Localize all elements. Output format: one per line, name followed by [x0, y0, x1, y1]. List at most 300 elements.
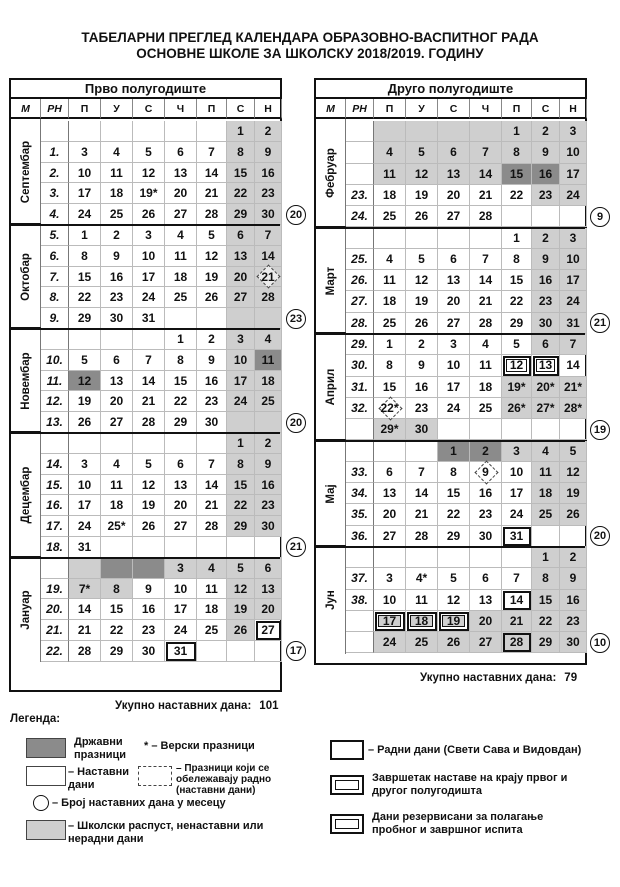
day-cell [406, 228, 438, 249]
day-cell: 29 [101, 641, 133, 662]
day-cell: 2 [101, 225, 133, 246]
day-cell: 4 [197, 558, 227, 579]
day-cell: 10 [227, 350, 255, 371]
day-cell: 27 [374, 526, 406, 547]
day-cell: 21 [197, 495, 227, 516]
month-separator [11, 557, 280, 559]
day-cell: 25 [255, 391, 282, 412]
day-cell: 4 [255, 329, 282, 350]
day-cell: 31 [133, 308, 165, 329]
day-cell [133, 329, 165, 350]
column-header: У [406, 99, 438, 119]
month-teaching-days-count: 9 [590, 207, 610, 227]
week-number [346, 142, 374, 163]
day-cell: 25 [406, 632, 438, 653]
day-cell: 29 [227, 516, 255, 537]
semester-total [420, 672, 577, 684]
day-cell: 12 [406, 164, 438, 185]
day-cell: 19 [560, 483, 587, 504]
day-cell: 28 [133, 412, 165, 433]
day-cell: 29 [438, 526, 470, 547]
day-cell: 26 [133, 204, 165, 225]
day-cell: 1 [532, 547, 560, 568]
legend-marked-holidays: – Празници који се обележавају радно (наставни дани) [176, 763, 272, 796]
week-number: 27. [346, 291, 374, 312]
day-cell: 5 [227, 558, 255, 579]
day-cell: 18 [374, 291, 406, 312]
day-cell: 4* [406, 568, 438, 589]
day-cell: 4 [165, 225, 197, 246]
day-cell: 29 [532, 632, 560, 653]
day-cell [560, 419, 587, 440]
day-cell: 30 [197, 412, 227, 433]
day-cell [532, 206, 560, 227]
day-cell: 10 [502, 462, 532, 483]
day-cell [470, 419, 502, 440]
day-cell [101, 433, 133, 454]
day-cell [255, 412, 282, 433]
day-cell: 13 [438, 164, 470, 185]
day-cell: 15 [502, 164, 532, 185]
day-cell [532, 526, 560, 547]
month-separator [11, 328, 280, 330]
day-cell: 15 [69, 267, 101, 288]
day-cell: 26 [197, 287, 227, 308]
day-cell: 20 [165, 495, 197, 516]
day-cell: 20 [470, 611, 502, 632]
day-cell: 14 [197, 475, 227, 496]
day-cell [374, 228, 406, 249]
legend-end-of-term: Завршетак наставе на крају првог и другог полугодишта [372, 772, 568, 797]
column-header: П [197, 99, 227, 119]
legend-count-days: – Број наставних дана у месецу [52, 797, 226, 809]
legend-workday-swatch [330, 740, 364, 760]
day-cell: 24 [374, 632, 406, 653]
day-cell: 28 [197, 516, 227, 537]
month-label: Мај [316, 439, 346, 548]
total-value: 101 [259, 700, 279, 712]
day-cell: 15 [532, 590, 560, 611]
day-cell [197, 121, 227, 142]
week-number: 24. [346, 206, 374, 227]
day-cell: 16 [255, 475, 282, 496]
day-cell: 4 [470, 334, 502, 355]
day-cell: 4 [532, 441, 560, 462]
day-cell: 30 [255, 516, 282, 537]
day-cell: 14 [560, 355, 587, 376]
day-cell: 11 [165, 246, 197, 267]
day-cell: 18 [470, 377, 502, 398]
day-cell: 10 [560, 142, 587, 163]
day-cell: 7 [502, 568, 532, 589]
week-number: 13. [41, 412, 69, 433]
day-cell: 10 [133, 246, 165, 267]
day-cell: 6 [532, 334, 560, 355]
day-cell [227, 641, 255, 662]
day-cell: 17 [374, 611, 406, 632]
week-number [41, 558, 69, 579]
month-label: Септембар [11, 119, 41, 225]
day-cell: 3 [69, 142, 101, 163]
legend-title: Легенда: [10, 713, 61, 725]
week-number: 1. [41, 142, 69, 163]
column-header: С [133, 99, 165, 119]
day-cell: 21 [502, 611, 532, 632]
day-cell: 14 [133, 371, 165, 392]
day-cell: 19 [133, 495, 165, 516]
month-label: Децембар [11, 431, 41, 558]
day-cell: 14 [470, 270, 502, 291]
day-cell: 16 [406, 377, 438, 398]
day-cell: 27 [470, 632, 502, 653]
day-cell: 3 [560, 228, 587, 249]
day-cell: 26 [438, 632, 470, 653]
day-cell: 18 [101, 495, 133, 516]
first-semester-calendar [9, 78, 282, 692]
day-cell: 21 [406, 504, 438, 525]
day-cell: 13 [227, 246, 255, 267]
legend-teaching-swatch [26, 766, 66, 786]
week-number: 10. [41, 350, 69, 371]
day-cell: 21 [470, 291, 502, 312]
day-cell: 27 [101, 412, 133, 433]
week-number: 19. [41, 579, 69, 600]
day-cell [69, 121, 101, 142]
day-cell: 3 [133, 225, 165, 246]
day-cell: 29 [227, 204, 255, 225]
day-cell: 9 [560, 568, 587, 589]
day-cell: 12 [197, 246, 227, 267]
day-cell: 30 [560, 632, 587, 653]
day-cell: 27 [255, 620, 282, 641]
day-cell: 5 [406, 142, 438, 163]
day-cell [133, 558, 165, 579]
day-cell: 19 [227, 599, 255, 620]
day-cell: 7 [255, 225, 282, 246]
day-cell: 16 [532, 164, 560, 185]
day-cell: 20 [374, 504, 406, 525]
day-cell: 12 [406, 270, 438, 291]
day-cell [69, 558, 101, 579]
day-cell: 29 [502, 313, 532, 334]
day-cell [406, 547, 438, 568]
week-number: 36. [346, 526, 374, 547]
day-cell: 19 [406, 185, 438, 206]
month-label: Октобар [11, 223, 41, 329]
column-header: Н [255, 99, 282, 119]
day-cell: 13 [374, 483, 406, 504]
day-cell: 30 [101, 308, 133, 329]
day-cell: 11 [374, 270, 406, 291]
week-number: 2. [41, 163, 69, 184]
week-number: 4. [41, 204, 69, 225]
day-cell: 14 [470, 164, 502, 185]
day-cell: 27 [165, 204, 197, 225]
day-cell: 27 [438, 206, 470, 227]
day-cell [133, 537, 165, 558]
day-cell: 6 [165, 142, 197, 163]
legend-marked-holiday-swatch [138, 766, 172, 786]
month-label: Јануар [11, 556, 41, 662]
day-cell: 9 [101, 246, 133, 267]
day-cell: 25 [532, 504, 560, 525]
week-number: 11. [41, 371, 69, 392]
month-label: Фебруар [316, 119, 346, 228]
week-number [346, 419, 374, 440]
day-cell: 2 [470, 441, 502, 462]
day-cell: 6 [470, 568, 502, 589]
day-cell: 11 [101, 475, 133, 496]
day-cell: 21 [133, 391, 165, 412]
day-cell: 9 [255, 454, 282, 475]
day-cell: 5 [133, 454, 165, 475]
day-cell: 24 [69, 204, 101, 225]
day-cell: 7 [470, 142, 502, 163]
legend-state-holidays: Државни празници [74, 736, 127, 761]
day-cell: 22 [227, 495, 255, 516]
day-cell [560, 526, 587, 547]
day-cell: 13 [438, 270, 470, 291]
day-cell [227, 412, 255, 433]
legend-religious: * – Верски празници [144, 740, 255, 752]
day-cell: 12 [502, 355, 532, 376]
week-number [346, 441, 374, 462]
month-teaching-days-count: 21 [286, 537, 306, 557]
day-cell [438, 547, 470, 568]
week-number: 34. [346, 483, 374, 504]
day-cell: 15 [101, 599, 133, 620]
day-cell: 3 [438, 334, 470, 355]
day-cell: 5 [197, 225, 227, 246]
day-cell: 6 [227, 225, 255, 246]
day-cell: 30 [406, 419, 438, 440]
total-label: Укупно наставних дана: [420, 672, 557, 684]
day-cell: 29 [165, 412, 197, 433]
semester-title: Прво полугодиште [11, 80, 280, 99]
month-teaching-days-count: 19 [590, 420, 610, 440]
day-cell: 19 [406, 291, 438, 312]
day-cell [438, 419, 470, 440]
month-label: Март [316, 226, 346, 335]
day-cell: 13 [532, 355, 560, 376]
day-cell [502, 547, 532, 568]
week-number [346, 164, 374, 185]
semester-title: Друго полугодиште [316, 80, 585, 99]
month-teaching-days-count: 23 [286, 309, 306, 329]
day-cell: 6 [438, 142, 470, 163]
day-cell: 8 [227, 142, 255, 163]
month-label: Април [316, 332, 346, 441]
day-cell: 19 [69, 391, 101, 412]
day-cell: 24 [227, 391, 255, 412]
total-label: Укупно наставних дана: [115, 700, 252, 712]
day-cell: 5 [406, 249, 438, 270]
day-cell: 1 [227, 121, 255, 142]
month-separator [316, 227, 585, 229]
week-number: 22. [41, 641, 69, 662]
day-cell: 24 [560, 291, 587, 312]
day-cell: 15 [227, 475, 255, 496]
legend-exam-swatch [330, 814, 364, 834]
day-cell: 15 [502, 270, 532, 291]
day-cell: 8 [532, 568, 560, 589]
day-cell: 31 [560, 313, 587, 334]
day-cell: 10 [374, 590, 406, 611]
day-cell: 17 [560, 164, 587, 185]
day-cell [69, 433, 101, 454]
day-cell [165, 308, 197, 329]
day-cell: 3 [165, 558, 197, 579]
day-cell: 11 [406, 590, 438, 611]
day-cell: 12 [560, 462, 587, 483]
day-cell: 28 [69, 641, 101, 662]
day-cell: 8 [438, 462, 470, 483]
day-cell: 22* [374, 398, 406, 419]
day-cell: 15 [227, 163, 255, 184]
day-cell [69, 329, 101, 350]
day-cell: 26 [406, 206, 438, 227]
column-header: П [502, 99, 532, 119]
day-cell: 2 [560, 547, 587, 568]
week-number [41, 329, 69, 350]
title-line-2: ОСНОВНЕ ШКОЛЕ ЗА ШКОЛСКУ 2018/2019. ГОДИНУ [136, 46, 484, 61]
day-cell: 26 [406, 313, 438, 334]
day-cell [165, 537, 197, 558]
day-cell: 15 [165, 371, 197, 392]
legend-exam-days: Дани резервисани за полагање пробног и завршног испита [372, 811, 544, 836]
day-cell: 16 [133, 599, 165, 620]
semester-total [115, 700, 278, 712]
day-cell [197, 641, 227, 662]
day-cell: 21 [470, 185, 502, 206]
day-cell: 11 [255, 350, 282, 371]
day-cell: 1 [69, 225, 101, 246]
day-cell: 9 [133, 579, 165, 600]
total-value: 79 [564, 672, 578, 684]
day-cell: 17 [69, 183, 101, 204]
day-cell [406, 121, 438, 142]
day-cell: 20* [532, 377, 560, 398]
day-cell: 17 [560, 270, 587, 291]
day-cell: 13 [101, 371, 133, 392]
day-cell: 18 [406, 611, 438, 632]
day-cell [502, 419, 532, 440]
day-cell: 28 [197, 204, 227, 225]
day-cell: 19* [133, 183, 165, 204]
day-cell: 17 [133, 267, 165, 288]
day-cell [532, 419, 560, 440]
day-cell: 16 [101, 267, 133, 288]
day-cell: 16 [470, 483, 502, 504]
day-cell [255, 641, 282, 662]
day-cell: 19 [197, 267, 227, 288]
legend-state-holiday-swatch [26, 738, 66, 758]
day-cell: 5 [69, 350, 101, 371]
column-header: С [227, 99, 255, 119]
day-cell: 4 [101, 142, 133, 163]
day-cell: 3 [227, 329, 255, 350]
day-cell [374, 547, 406, 568]
day-cell: 25 [374, 206, 406, 227]
month-label: Јун [316, 545, 346, 654]
day-cell: 16 [197, 371, 227, 392]
day-cell: 30 [133, 641, 165, 662]
week-number: 23. [346, 185, 374, 206]
column-header: РН [41, 99, 69, 119]
day-cell: 27* [532, 398, 560, 419]
day-cell: 4 [374, 249, 406, 270]
column-header: Ч [470, 99, 502, 119]
day-cell [165, 433, 197, 454]
week-number: 28. [346, 313, 374, 334]
day-cell: 30 [532, 313, 560, 334]
column-header: РН [346, 99, 374, 119]
week-number: 38. [346, 590, 374, 611]
legend-count-circle [33, 795, 49, 811]
day-cell: 10 [438, 355, 470, 376]
day-cell: 10 [69, 163, 101, 184]
day-cell: 9 [197, 350, 227, 371]
week-number: 26. [346, 270, 374, 291]
day-cell: 19* [502, 377, 532, 398]
day-cell: 22 [502, 291, 532, 312]
day-cell: 27 [165, 516, 197, 537]
day-cell: 23 [133, 620, 165, 641]
day-cell: 3 [502, 441, 532, 462]
day-cell: 24 [69, 516, 101, 537]
day-cell: 24 [502, 504, 532, 525]
day-cell: 28 [470, 313, 502, 334]
day-cell: 18 [255, 371, 282, 392]
day-cell: 24 [133, 287, 165, 308]
day-cell: 24 [165, 620, 197, 641]
day-cell: 3 [374, 568, 406, 589]
day-cell: 21 [255, 267, 282, 288]
day-cell: 20 [227, 267, 255, 288]
day-cell: 7* [69, 579, 101, 600]
day-cell: 16 [532, 270, 560, 291]
day-cell: 21* [560, 377, 587, 398]
day-cell: 14 [69, 599, 101, 620]
day-cell: 17 [165, 599, 197, 620]
day-cell: 22 [227, 183, 255, 204]
week-number: 5. [41, 225, 69, 246]
day-cell: 25 [197, 620, 227, 641]
day-cell: 8 [101, 579, 133, 600]
day-cell: 8 [227, 454, 255, 475]
day-cell: 4 [374, 142, 406, 163]
month-teaching-days-count: 20 [286, 413, 306, 433]
day-cell [197, 537, 227, 558]
month-teaching-days-count: 21 [590, 313, 610, 333]
day-cell: 7 [197, 142, 227, 163]
day-cell: 12 [227, 579, 255, 600]
day-cell: 7 [197, 454, 227, 475]
day-cell: 14 [502, 590, 532, 611]
day-cell: 9 [255, 142, 282, 163]
legend-break: – Школски распуст, ненаставни или нерадни дани [68, 820, 264, 845]
day-cell: 13 [165, 163, 197, 184]
day-cell: 21 [197, 183, 227, 204]
month-teaching-days-count: 20 [590, 526, 610, 546]
day-cell: 23 [470, 504, 502, 525]
day-cell: 19 [438, 611, 470, 632]
day-cell: 16 [255, 163, 282, 184]
day-cell: 26 [133, 516, 165, 537]
month-teaching-days-count: 20 [286, 205, 306, 225]
day-cell: 23 [197, 391, 227, 412]
day-cell: 8 [165, 350, 197, 371]
